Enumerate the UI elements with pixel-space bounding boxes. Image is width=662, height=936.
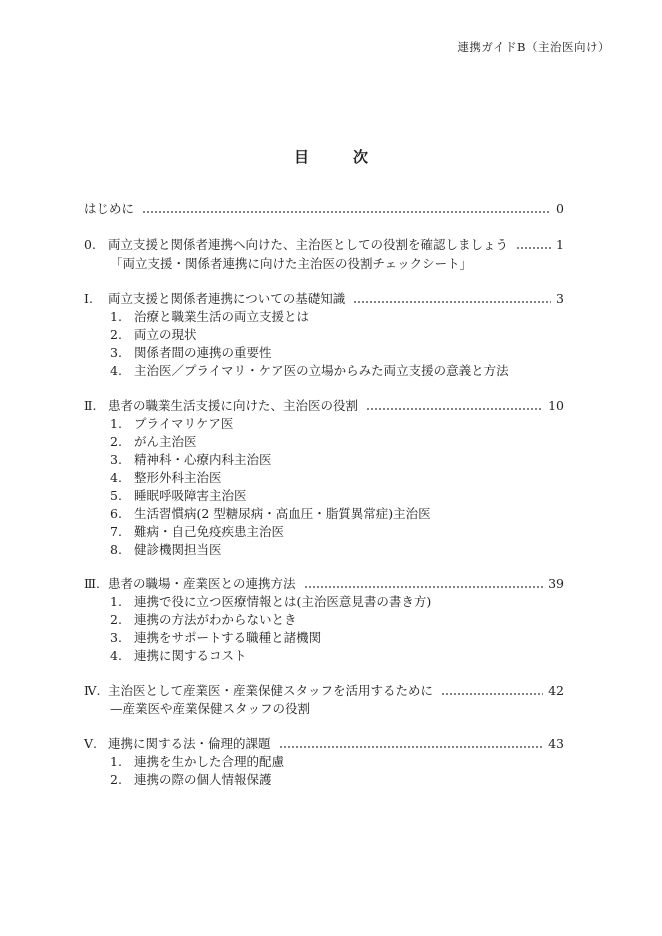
toc-entry-section-0: 0. 両立支援と関係者連携へ向けた、主治医としての役割を確認しましょう 1 — [84, 237, 564, 252]
toc-subitem: 5. 睡眠呼吸障害主治医 — [110, 488, 247, 503]
toc-subtitle: —産業医や産業保健スタッフの役割 — [110, 701, 311, 716]
toc-subitem: 4. 整形外科主治医 — [110, 470, 222, 485]
toc-subitem: 1. 治療と職業生活の両立支援とは — [110, 309, 310, 324]
toc-subtitle: 「両立支援・関係者連携に向けた主治医の役割チェックシート」 — [110, 256, 473, 271]
toc-entry-section-1: Ⅰ. 両立支援と関係者連携についての基礎知識 3 — [84, 291, 564, 306]
toc-entry-intro: はじめに 0 — [84, 201, 564, 216]
toc-subitem: 1. 連携を生かした合理的配慮 — [110, 754, 285, 769]
page-title: 目 次 — [293, 148, 369, 166]
running-header: 連携ガイドB（主治医向け） — [457, 40, 610, 54]
toc-subitem: 4. 連携に関するコスト — [110, 648, 247, 663]
toc-subitem: 4. 主治医／プライマリ・ケア医の立場からみた両立支援の意義と方法 — [110, 363, 509, 378]
toc-subitem: 8. 健診機関担当医 — [110, 542, 222, 557]
toc-entry-section-3: Ⅲ. 患者の職場・産業医との連携方法 39 — [84, 576, 564, 591]
toc-subitem: 3. 関係者間の連携の重要性 — [110, 345, 272, 360]
toc-subitem: 1. 連携で役に立つ医療情報とは(主治医意見書の書き方) — [110, 594, 432, 609]
toc-subitem: 2. 両立の現状 — [110, 327, 197, 342]
toc-subitem: 6. 生活習慣病(2 型糖尿病・高血圧・脂質異常症)主治医 — [110, 506, 431, 521]
toc-entry-section-2: Ⅱ. 患者の職業生活支援に向けた、主治医の役割 10 — [84, 398, 564, 413]
toc-subitem: 2. 連携の際の個人情報保護 — [110, 772, 272, 787]
toc-entry-section-5: Ⅴ. 連携に関する法・倫理的課題 43 — [84, 736, 564, 751]
toc-subitem: 2. がん主治医 — [110, 434, 197, 449]
toc-subitem: 3. 連携をサポートする職種と諸機関 — [110, 630, 322, 645]
toc-subitem: 7. 難病・自己免疫疾患主治医 — [110, 524, 285, 539]
toc-subitem: 3. 精神科・心療内科主治医 — [110, 452, 272, 467]
toc-subitem: 1. プライマリケア医 — [110, 416, 234, 431]
toc-subitem: 2. 連携の方法がわからないとき — [110, 612, 297, 627]
toc-entry-section-4: Ⅳ. 主治医として産業医・産業保健スタッフを活用するために 42 — [84, 683, 564, 698]
